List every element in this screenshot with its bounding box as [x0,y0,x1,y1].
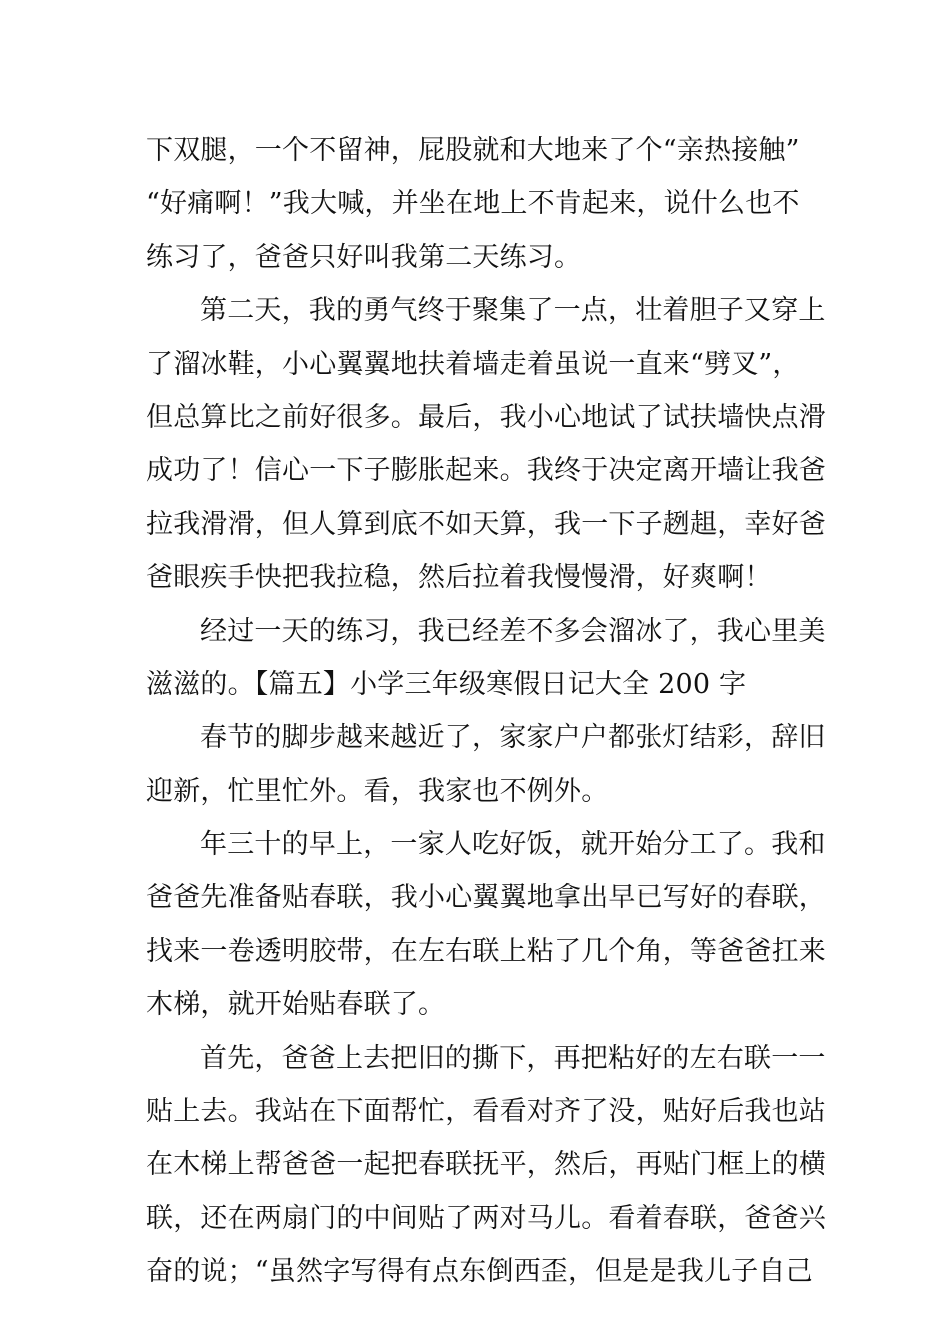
text-line: 了溜冰鞋，小心翼翼地扶着墙走着虽说一直来“劈叉”， [146,348,800,380]
text-line: 木梯，就开始贴春联了。 [146,989,446,1021]
text-line: 练习了，爸爸只好叫我第二天练习。 [146,241,582,273]
text-line: 爸眼疾手快把我拉稳，然后拉着我慢慢滑，好爽啊！ [146,562,772,594]
text-line: 奋的说；“虽然字写得有点东倒西歪，但是是我儿子自己 [146,1256,813,1288]
paragraph-first-line: 经过一天的练习，我已经差不多会溜冰了，我心里美 [200,615,826,647]
text-line: 在木梯上帮爸爸一起把春联抚平，然后，再贴门框上的横 [146,1149,826,1181]
paragraph-first-line: 首先，爸爸上去把旧的撕下，再把粘好的左右联一一 [200,1042,826,1074]
text-line: 贴上去。我站在下面帮忙，看看对齐了没，贴好后我也站 [146,1096,826,1128]
text-line: 迎新，忙里忙外。看，我家也不例外。 [146,775,609,807]
text-line: 下双腿，一个不留神，屁股就和大地来了个“亲热接触” [146,135,800,166]
paragraph-first-line: 春节的脚步越来越近了，家家户户都张灯结彩，辞旧 [200,722,826,754]
text-line: 但总算比之前好很多。最后，我小心地试了试扶墙快点滑 [146,401,826,433]
text-line: 联，还在两扇门的中间贴了两对马儿。看着春联，爸爸兴 [146,1202,826,1234]
text-line: “好痛啊！”我大喊，并坐在地上不肯起来，说什么也不 [146,188,800,220]
paragraph-first-line: 第二天，我的勇气终于聚集了一点，壮着胆子又穿上 [200,295,826,327]
text-line: 滋滋的。【篇五】小学三年级寒假日记大全 200 字 [146,668,747,700]
paragraph-first-line: 年三十的早上，一家人吃好饭，就开始分工了。我和 [200,829,826,861]
text-line: 成功了！信心一下子膨胀起来。我终于决定离开墙让我爸 [146,455,826,487]
body-text [146,124,826,1299]
text-line: 爸爸先准备贴春联，我小心翼翼地拿出早已写好的春联， [146,882,826,914]
text-line: 拉我滑滑，但人算到底不如天算，我一下子趔趄，幸好爸 [146,508,826,540]
text-line: 找来一卷透明胶带，在左右联上粘了几个角，等爸爸扛来 [146,935,826,967]
